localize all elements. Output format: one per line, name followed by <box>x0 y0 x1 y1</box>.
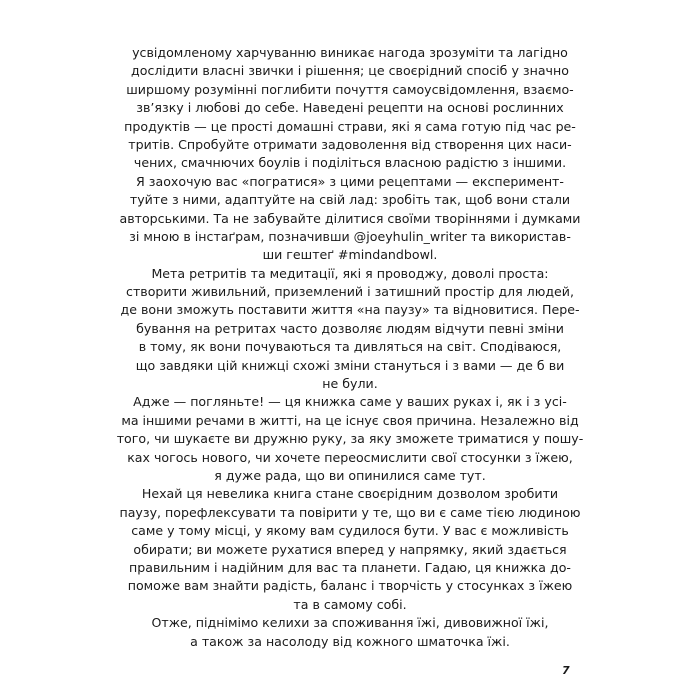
text-line: обирати; ви можете рухатися вперед у напрямку, який здається <box>133 541 567 557</box>
text-line: Отже, піднімімо келихи за споживання їжі, дивовижної їжі, <box>151 615 549 631</box>
text-line: що завдяки цій книжці схожі зміни станутьcя і з вами — де б ви <box>135 357 565 373</box>
text-line: усвідомленому харчуванню виникає нагода зрозуміти та лагідно <box>132 45 568 60</box>
text-line: авторськими. Та не забувайте ділитися своїми творіннями і думками <box>119 210 581 226</box>
text-line: в тому, як вони почуваються та дивляться на світ. Сподіваюся, <box>138 339 562 355</box>
text-line: ширшому розумінні поглибити почуття самоусвідомлення, взаємо- <box>126 81 574 97</box>
text-line: туйте з ними, адаптуйте на свій лад: зробіть так, щоб вони стали <box>129 192 571 208</box>
text-line: правильним і надійним для вас та планети. Гадаю, ця книжка до- <box>129 559 571 575</box>
text-line: саме у тому місці, у якому вам судилося бути. У вас є можливість <box>131 523 569 539</box>
text-line: зв’язку і любові до себе. Наведені рецепти на основі рослинних <box>136 100 564 116</box>
text-line: бування на ретритах часто дозволяє людям відчути певні зміни <box>136 320 564 336</box>
text-line: поможе вам знайти радість, баланс і творчість у стосунках з їжею <box>127 578 573 594</box>
text-line: чених, смачнючих боулів і поділіться власною радістю з іншими. <box>133 155 567 171</box>
text-line: Я заохочую вас «погратися» з цими рецептами — експеримент- <box>136 173 564 189</box>
text-line: Нехай ця невелика книга стане своєрідним дозволом зробити <box>141 486 559 502</box>
text-line: та в самому собі. <box>293 596 407 612</box>
text-line: створити живильний, приземлений і затишний простір для людей, <box>126 284 574 300</box>
text-line: ма іншими речами в житті, на це існує своя причина. Незалежно від <box>121 412 579 428</box>
text-line: я дуже рада, що ви опинилися саме тут. <box>214 467 486 483</box>
text-line: дослідити власні звички і рішення; це своєрідний спосіб у значно <box>131 63 569 79</box>
text-line: а також за насолоду від кожного шматочка їжі. <box>190 633 510 649</box>
text-line: продуктів — це прості домашні страви, які я сама готую під час ре- <box>124 118 576 134</box>
text-line: де вони зможуть поставити життя «на паузу» та відновитися. Пере- <box>120 302 580 318</box>
text-line: Мета ретритів та медитації, які я проводжу, доволі проста: <box>151 265 549 281</box>
text-line: того, чи шукаєте ви дружню руку, за яку зможете триматися у пошу- <box>116 431 584 447</box>
text-line: тритів. Спробуйте отримати задоволення від створення цих наси- <box>128 136 572 152</box>
text-line: ках чогось нового, чи хочете переосмислити свої стосунки з їжею, <box>127 449 573 465</box>
body-text <box>112 44 588 651</box>
text-line: ши гештеґ #mindandbowl. <box>262 247 438 263</box>
text-line: не були. <box>322 376 378 392</box>
text-line: Адже — погляньте! — ця книжка саме у ваших руках і, як і з усі- <box>133 394 567 410</box>
page-number: 7 <box>562 664 570 677</box>
text-line: паузу, порефлексувати та повірити у те, що ви є саме тією людиною <box>119 504 581 520</box>
text-line: зі мною в інстаґрам, позначивши @joeyhulin_writer та використав- <box>129 228 571 244</box>
